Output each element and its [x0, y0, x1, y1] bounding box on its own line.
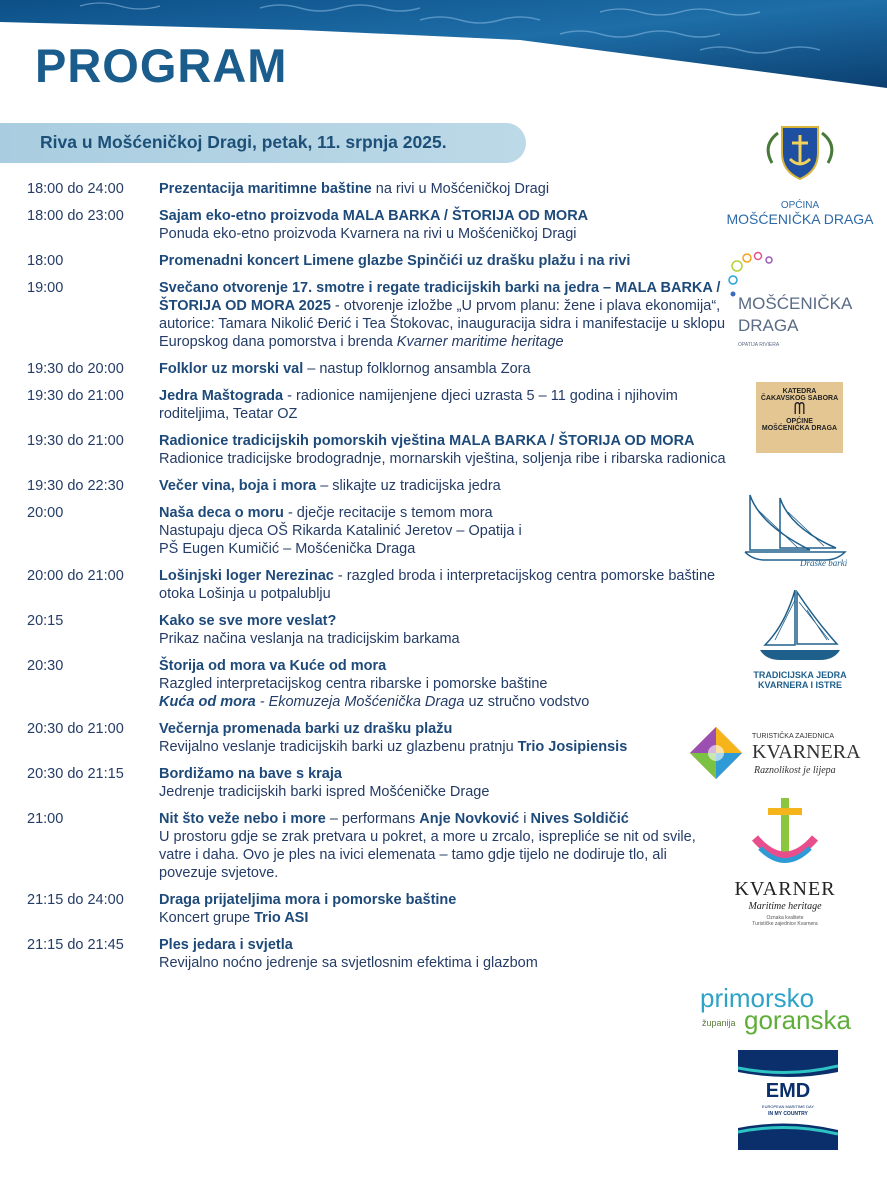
schedule-highlight: Draga prijateljima mora i pomorske baštine	[159, 892, 457, 908]
tz-kvarnera-logo	[690, 727, 887, 787]
schedule-highlight: Sajam eko-etno proizvoda MALA BARKA / ŠTORIJA OD MORA	[159, 208, 589, 224]
katedra-line1: KATEDRA	[782, 388, 817, 395]
schedule-highlight: Kako se sve more veslat?	[159, 613, 337, 629]
sailboat-icon	[755, 590, 845, 665]
schedule-description	[159, 891, 727, 927]
schedule-text: i	[519, 811, 531, 827]
schedule-description	[159, 432, 727, 468]
schedule-text: - dječje recitacije s temom mora	[283, 505, 493, 521]
schedule-row	[27, 387, 727, 423]
schedule-row	[27, 477, 727, 495]
schedule-description	[159, 279, 727, 351]
schedule-description	[159, 612, 727, 648]
tradicijska-line1: TRADICIJSKA JEDRA	[753, 670, 847, 680]
schedule-text: – slikajte uz tradicijska jedra	[316, 478, 501, 494]
katedra-symbol-icon: ᗰ	[793, 401, 806, 418]
schedule-highlight: Nit što veže nebo i more	[159, 811, 326, 827]
schedule-text: Razgled interpretacijskog centra ribarske i pomorske baštine	[159, 676, 548, 692]
schedule-text: PŠ Eugen Kumičić – Mošćenička Draga	[159, 541, 416, 557]
schedule-row	[27, 567, 727, 603]
draske-barki-label: Draške barki	[800, 558, 848, 568]
schedule-time: 20:00 do 21:00	[27, 568, 124, 584]
schedule-text: Kvarner maritime heritage	[396, 334, 564, 350]
opcina-name: MOŠĆENIČKA DRAGA	[726, 211, 874, 227]
tzk-line2: KVARNERA	[752, 741, 861, 763]
schedule-time: 19:30 do 21:00	[27, 388, 124, 404]
schedule-highlight: Ples jedara i svjetla	[159, 937, 293, 953]
pgz-line3: goranska	[744, 1005, 851, 1035]
mosaic-icon	[690, 727, 742, 779]
kmh-line3: Oznaka kvalitete	[766, 915, 804, 921]
schedule-row	[27, 360, 727, 378]
schedule-time: 20:15	[27, 613, 64, 629]
schedule-row	[27, 180, 727, 198]
schedule-text: Revijalno veslanje tradicijskih barki uz glazbenu pratnju	[159, 739, 518, 755]
coat-of-arms-icon	[760, 123, 840, 195]
schedule-highlight: Štorija od mora va Kuće od mora	[159, 658, 387, 674]
schedule-highlight: Trio ASI	[254, 910, 309, 926]
schedule-text: - razgled broda i interpretacijskog centra pomorske baštine otoka Lošinja u potpalublju	[159, 568, 716, 602]
schedule-text: Revijalno noćno jedrenje sa svjetlosnim efektima i glazbom	[159, 955, 538, 971]
schedule-highlight: Naša deca o moru	[159, 505, 284, 521]
tz-line3: OPATIJA RIVIERA	[738, 342, 780, 348]
kmh-line2: Maritime heritage	[748, 901, 822, 912]
opcina-logo	[715, 123, 885, 227]
emd-line2: EUROPEAN MARITIME DAY	[761, 1104, 815, 1109]
schedule-text: - radionice namijenjene djeci uzrasta 5 – 11 godina i njihovim roditeljima, Teatar OZ	[159, 388, 678, 422]
schedule-row	[27, 252, 727, 270]
pgz-line1: primorsko	[700, 983, 815, 1013]
schedule-row	[27, 207, 727, 243]
pgz-logo	[700, 985, 880, 1035]
schedule-highlight: Anje Novković	[419, 811, 520, 827]
schedule-text: na rivi u Mošćeničkoj Dragi	[371, 181, 550, 197]
schedule-time: 18:00	[27, 253, 64, 269]
schedule-text: - Ekomuzeja Mošćenička Draga	[255, 694, 465, 710]
emd-logo	[738, 1050, 838, 1150]
sailboat-icon	[740, 490, 850, 565]
tz-line2: DRAGA	[738, 316, 799, 335]
katedra-line4: MOŠĆENIČKA DRAGA	[761, 425, 838, 432]
schedule-text: Nastupaju djeca OŠ Rikarda Katalinić Jeretov – Opatija i	[159, 523, 522, 539]
schedule-text: – performans	[325, 811, 420, 827]
schedule-highlight: Promenadni koncert Limene glazbe Spinčići uz drašku plažu i na rivi	[159, 253, 631, 269]
schedule-description	[159, 936, 727, 972]
schedule-text: Ponuda eko-etno proizvoda Kvarnera na rivi u Mošćeničkoj Dragi	[159, 226, 577, 242]
schedule-time: 19:30 do 21:00	[27, 433, 124, 449]
schedule-description	[159, 180, 727, 198]
schedule-highlight: Trio Josipiensis	[517, 739, 628, 755]
schedule-description	[159, 504, 727, 558]
schedule-time: 20:30 do 21:00	[27, 721, 124, 737]
schedule-text: – nastup folklornog ansambla Zora	[303, 361, 531, 377]
schedule-text: - otvorenje izložbe „U prvom planu: žene i plava ekonomija“, autorice: Tamara Nikolić Đerić i Tea Štokovac, inauguracija sidra i manifestacije u sklopu Europskog dana pomorstva i brenda	[159, 298, 726, 350]
draske-barki-logo	[740, 490, 850, 575]
schedule-highlight: Kuća od mora	[159, 694, 256, 710]
schedule-time: 19:30 do 20:00	[27, 361, 124, 377]
page-title: PROGRAM	[35, 39, 288, 92]
emd-line1: EMD	[765, 1080, 811, 1102]
katedra-line3: OPĆINE	[786, 418, 813, 425]
schedule-time: 20:30	[27, 658, 64, 674]
schedule-time: 20:00	[27, 505, 64, 521]
schedule-description	[159, 567, 727, 603]
opcina-label: OPĆINA	[780, 200, 820, 211]
tzk-line3: Raznolikost je lijepa	[754, 765, 836, 776]
tz-line1: MOŠĆENIČKA	[738, 294, 853, 313]
schedule-time: 19:30 do 22:30	[27, 478, 124, 494]
schedule-time: 19:00	[27, 280, 64, 296]
schedule-time: 21:15 do 24:00	[27, 892, 124, 908]
schedule-text: Prikaz načina veslanja na tradicijskim barkama	[159, 631, 460, 647]
schedule-list	[27, 180, 727, 981]
schedule-description	[159, 207, 727, 243]
schedule-highlight: Večer vina, boja i mora	[159, 478, 317, 494]
anchor-icon	[750, 798, 820, 873]
schedule-highlight: Lošinjski loger Nerezinac	[159, 568, 334, 584]
schedule-text: uz stručno vodstvo	[464, 694, 590, 710]
schedule-text: U prostoru gdje se zrak pretvara u pokret, a more u zrcalo, isprepliće se nit od svile, vatre i daha. Ovo je ples na ivici elemenata – tamo gdje tijelo ne dodiruje tlo, ali povezuje svjetove.	[159, 829, 696, 881]
schedule-highlight: Bordižamo na bave s kraja	[159, 766, 342, 782]
schedule-highlight: Nives Soldičić	[530, 811, 629, 827]
schedule-highlight: Folklor uz morski val	[159, 361, 304, 377]
katedra-line2: ČAKAVSKOG SABORA	[760, 395, 839, 402]
event-location-date: Riva u Mošćeničkoj Dragi, petak, 11. srpnja 2025.	[40, 132, 447, 152]
schedule-highlight: Jedra Maštograda	[159, 388, 284, 404]
schedule-row	[27, 891, 727, 927]
schedule-time: 20:30 do 21:15	[27, 766, 124, 782]
schedule-highlight: Večernja promenada barki uz drašku plažu	[159, 721, 453, 737]
schedule-text: Radionice tradicijske brodogradnje, mornarskih vještina, soljenja ribe i ribarska radionica	[159, 451, 726, 467]
schedule-description	[159, 477, 727, 495]
schedule-row	[27, 432, 727, 468]
pgz-line2: županija	[702, 1018, 736, 1028]
schedule-description	[159, 720, 727, 756]
kmh-line4: Turističke zajednice Kvarnera	[752, 921, 818, 927]
tzk-line1: TURISTIČKA ZAJEDNICA	[752, 733, 835, 740]
schedule-row	[27, 279, 727, 351]
schedule-text: Jedrenje tradicijskih barki ispred Mošćeničke Drage	[159, 784, 490, 800]
schedule-description	[159, 360, 727, 378]
tradicijska-jedra-logo	[740, 590, 860, 700]
emd-line3: IN MY COUNTRY	[768, 1111, 808, 1117]
schedule-row	[27, 720, 727, 756]
schedule-description	[159, 252, 727, 270]
schedule-row	[27, 612, 727, 648]
tradicijska-line2: KVARNERA I ISTRE	[757, 680, 842, 690]
schedule-description	[159, 657, 727, 711]
schedule-time: 21:15 do 21:45	[27, 937, 124, 953]
schedule-time: 18:00 do 24:00	[27, 181, 124, 197]
schedule-row	[27, 765, 727, 801]
schedule-row	[27, 504, 727, 558]
kmh-line1: KVARNER	[734, 878, 836, 900]
schedule-description	[159, 387, 727, 423]
schedule-description	[159, 765, 727, 801]
schedule-highlight: Prezentacija maritimne baštine	[159, 181, 372, 197]
schedule-row	[27, 810, 727, 882]
schedule-text: Koncert grupe	[159, 910, 255, 926]
schedule-time: 21:00	[27, 811, 64, 827]
katedra-logo	[756, 382, 843, 453]
schedule-highlight: Svečano otvorenje 17. smotre i regate tradicijskih barki na jedra – MALA BARKA / ŠTORIJA OD MORA 2025	[159, 280, 721, 314]
schedule-highlight: Radionice tradicijskih pomorskih vještina MALA BARKA / ŠTORIJA OD MORA	[159, 433, 695, 449]
kvarner-maritime-logo	[720, 798, 850, 938]
schedule-row	[27, 936, 727, 972]
schedule-time: 18:00 do 23:00	[27, 208, 124, 224]
schedule-description	[159, 810, 727, 882]
schedule-row	[27, 657, 727, 711]
subtitle-band	[0, 123, 526, 163]
